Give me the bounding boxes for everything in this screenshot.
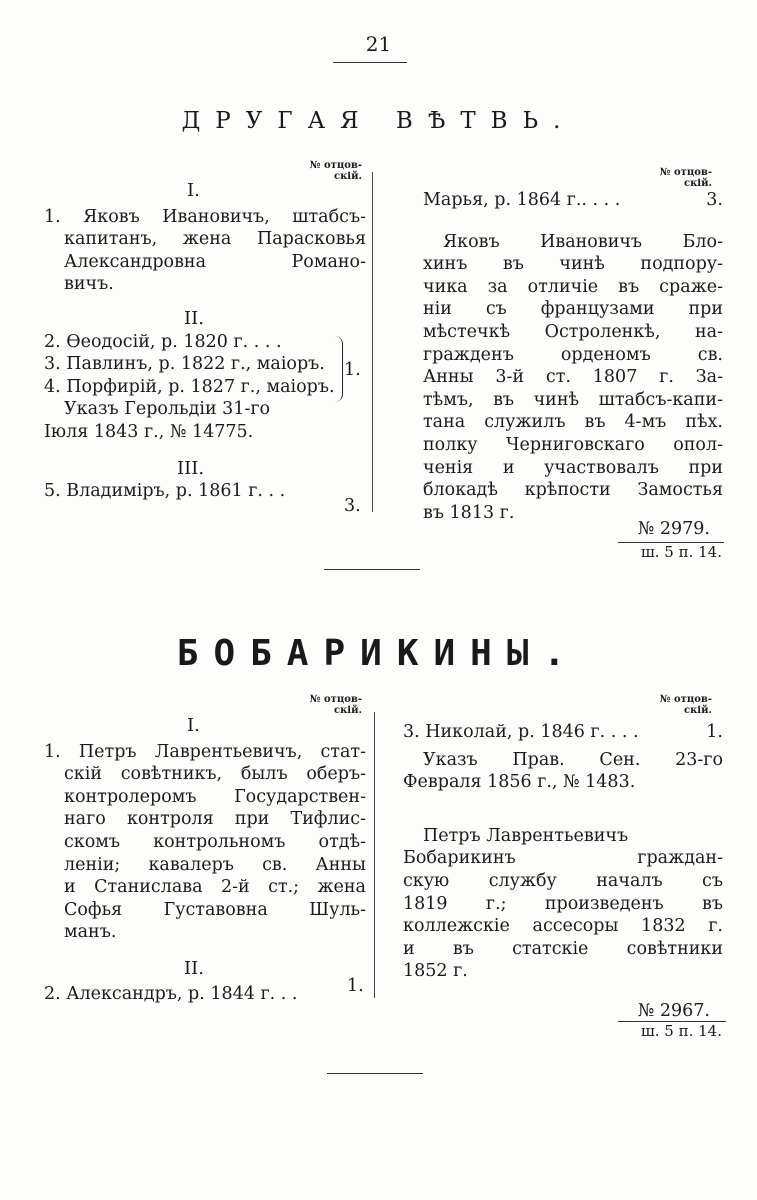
column-header: № отцов- скій. <box>659 694 712 716</box>
generation-heading-3: III. <box>177 457 205 479</box>
column-divider <box>374 712 375 998</box>
note-line: ченія и участвовалъ при <box>423 457 723 478</box>
grouping-brace <box>322 336 343 402</box>
page-number: 21 <box>365 32 392 56</box>
column-header: № отцов- скій. <box>309 694 362 716</box>
generation-heading-1: I. <box>187 180 200 201</box>
note-line: хинъ въ чинѣ подпору- <box>423 254 723 275</box>
entry-line: скомъ контрольномъ отдѣ- <box>64 831 366 852</box>
biographical-note <box>403 825 723 983</box>
note-line: тана служилъ въ 4-мъ пѣх. <box>423 412 723 433</box>
entry-line: 1. Петръ Лаврентьевичъ, стат- <box>44 741 366 762</box>
note-line: Петръ Лаврентьевичъ <box>423 825 629 846</box>
section-separator <box>324 569 420 570</box>
entry-line: скій совѣтникъ, былъ оберъ- <box>64 764 366 785</box>
column-header: № отцов- скій. <box>309 160 362 182</box>
entry-marya <box>423 189 723 212</box>
entry-line: леніи; кавалеръ св. Анны <box>64 854 366 875</box>
note-line: полку Черниговскаго опол- <box>423 434 723 455</box>
note-line: 1819 г.; произведенъ въ <box>403 893 723 914</box>
entry-text: Марья, р. 1864 г.. . . . <box>423 190 621 210</box>
entry-pavlin: 3. Павлинъ, р. 1822 г., маіоръ. <box>44 354 325 375</box>
entry-line: манъ. <box>64 922 117 943</box>
note-line: гражденъ орденомъ св. <box>423 344 723 365</box>
entry-line: Александровна Романо- <box>64 251 366 272</box>
section-title-bobarikiny: БОБАРИКИНЫ. <box>176 633 581 674</box>
note-line: скую службу началъ съ <box>403 870 723 891</box>
note-line: коллежскіе ассесоры 1832 г. <box>403 916 723 937</box>
entry-porfiriy: 4. Порфирій, р. 1827 г., маіоръ. <box>44 376 335 397</box>
entry-aleksandr: 2. Александръ, р. 1844 г. . . <box>44 983 298 1004</box>
column-divider <box>372 172 373 512</box>
note-line: чика за отличіе въ сраже- <box>423 276 723 297</box>
generation-heading-2: II. <box>184 957 204 979</box>
father-number: 1. <box>706 722 723 742</box>
archive-number: № 2967. <box>637 1001 710 1021</box>
entry-line: капитанъ, жена Парасковья <box>64 229 366 250</box>
generation-heading-1: I. <box>187 715 200 736</box>
decree-line: Указъ Герольдіи 31-го <box>64 399 271 420</box>
note-line: тѣмъ, въ чинѣ штабсъ-капи- <box>423 389 723 410</box>
entry-line: и Станислава 2-й ст.; жена <box>64 877 366 898</box>
generation-heading-2: II. <box>184 307 204 329</box>
entry-text: 3. Николай, р. 1846 г. . . . <box>403 722 639 742</box>
entry-line: вичъ. <box>64 274 114 295</box>
note-line: ніи съ французами при <box>423 299 723 320</box>
archive-number: № 2979. <box>637 519 710 539</box>
decree-line: Указъ Прав. Сен. 23-го <box>423 749 723 770</box>
entry-line: контролеромъ Государствен- <box>64 786 366 807</box>
column-header: № отцов- скій. <box>659 167 712 189</box>
decree-line: Іюля 1843 г., № 14775. <box>44 421 254 442</box>
note-line: Бобарикинъ граждан- <box>403 848 723 869</box>
entry-line: 1. Яковъ Ивановичъ, штабсъ- <box>44 206 366 227</box>
decree <box>403 749 723 794</box>
entry-line: Софья Густавовна Шуль- <box>64 899 366 920</box>
entry-vladimir-father-number: 3. <box>344 496 361 516</box>
father-number: 3. <box>706 190 723 210</box>
left-column-section1 <box>44 180 366 503</box>
section-separator <box>327 1073 423 1074</box>
entry-yakov <box>44 206 366 296</box>
decree-line: Февраля 1856 г., № 1483. <box>403 772 636 793</box>
entry-vladimir: 5. Владиміръ, р. 1861 г. . . <box>44 481 286 502</box>
note-line: блокадѣ крѣпости Замостья <box>423 480 723 501</box>
right-column-section1 <box>423 189 723 524</box>
entry-nikolay <box>403 721 723 744</box>
section-title-other-branch: ДРУГАЯ ВѢТВЬ. <box>181 108 576 134</box>
archive-location: ш. 5 п. 14. <box>640 543 722 561</box>
right-column-section2 <box>403 721 723 983</box>
entry-aleksandr-father-number: 1. <box>347 976 364 996</box>
left-column-section2 <box>44 715 366 1005</box>
biographical-note <box>423 231 723 525</box>
note-line: и въ статскіе совѣтники <box>403 938 723 959</box>
note-line: въ 1813 г. <box>423 502 515 523</box>
note-line: 1852 г. <box>403 961 468 982</box>
entry-petr <box>44 741 366 944</box>
note-line: Яковъ Ивановичъ Бло- <box>443 231 723 252</box>
group-father-number: 1. <box>344 360 361 380</box>
archive-location: ш. 5 п. 14. <box>640 1022 722 1040</box>
header-rule <box>333 62 407 63</box>
note-line: Анны 3-й ст. 1807 г. За- <box>423 367 723 388</box>
entry-line: наго контроля при Тифлис- <box>64 809 366 830</box>
note-line: мѣстечкѣ Остроленкѣ, на- <box>423 321 723 342</box>
entry-feodosiy: 2. Ѳеодосій, р. 1820 г. . . . <box>44 331 282 352</box>
